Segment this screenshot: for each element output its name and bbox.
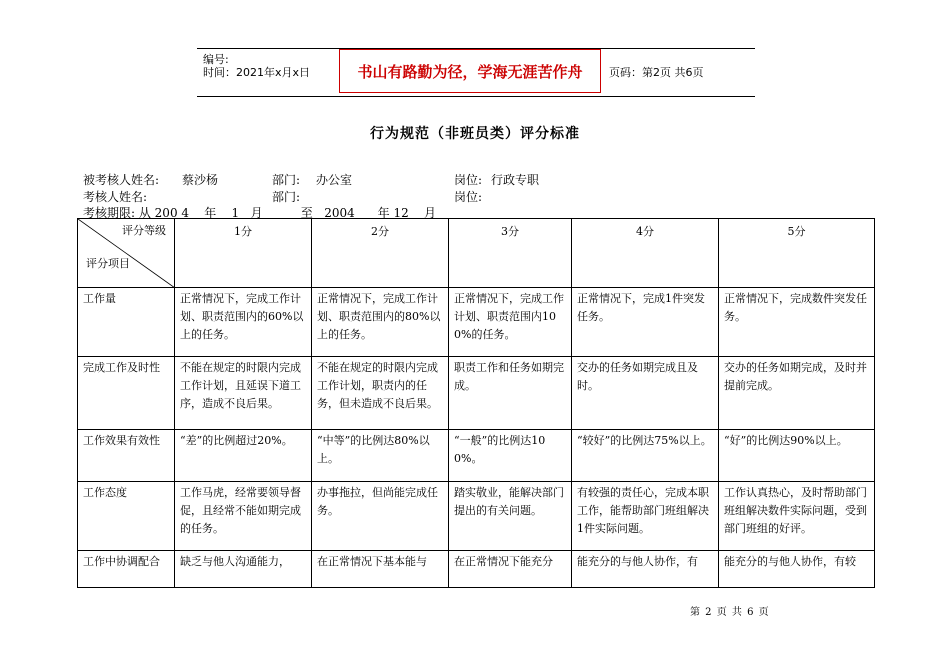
table-cell: 不能在规定的时限内完成工作计划，且延误下道工序，造成不良后果。 — [175, 357, 312, 430]
item-label: 完成工作及时性 — [78, 357, 175, 430]
table-cell: “较好”的比例达75%以上。 — [572, 430, 719, 482]
page-title: 行为规范（非班员类）评分标准 — [370, 126, 580, 142]
examiner-label: 考核人姓名: — [83, 190, 148, 204]
dept-label: 部门: — [272, 173, 301, 187]
table-cell: 工作认真热心，及时帮助部门班组解决数件实际问题，受到部门班组的好评。 — [719, 482, 875, 551]
table-cell: 有较强的责任心，完成本职工作，能帮助部门班组解决1件实际问题。 — [572, 482, 719, 551]
grade-4-header: 4分 — [572, 219, 719, 288]
table-row — [78, 288, 875, 357]
table-cell: “好”的比例达90%以上。 — [719, 430, 875, 482]
item-label: 工作效果有效性 — [78, 430, 175, 482]
dept-label-2: 部门: — [272, 190, 301, 204]
page-indicator: 页码：第2页 共6页 — [609, 66, 704, 79]
table-cell: 在正常情况下能充分 — [449, 551, 572, 588]
assessment-period: 考核期限: 从 200 4 年 1 月 至 2004 年 12 月 — [83, 206, 436, 220]
table-cell: “差”的比例超过20%。 — [175, 430, 312, 482]
post-label: 岗位: — [454, 173, 483, 187]
examinee-name: 蔡沙杨 — [182, 173, 219, 187]
table-cell: 交办的任务如期完成，及时并提前完成。 — [719, 357, 875, 430]
table-cell: 能充分的与他人协作，有 — [572, 551, 719, 588]
table-cell: “一般”的比例达100%。 — [449, 430, 572, 482]
table-cell: “中等”的比例达80%以上。 — [312, 430, 449, 482]
item-axis-label: 评分项目 — [86, 257, 130, 270]
table-cell: 正常情况下，完成工作计划、职责范围内的80%以上的任务。 — [312, 288, 449, 357]
table-cell: 职责工作和任务如期完成。 — [449, 357, 572, 430]
table-cell: 不能在规定的时限内完成工作计划，职责内的任务，但未造成不良后果。 — [312, 357, 449, 430]
item-label: 工作量 — [78, 288, 175, 357]
item-label: 工作态度 — [78, 482, 175, 551]
table-row — [78, 551, 875, 588]
time-label: 时间：2021年x月x日 — [203, 66, 311, 79]
table-cell: 在正常情况下基本能与 — [312, 551, 449, 588]
examinee-label: 被考核人姓名: — [83, 173, 160, 187]
grade-2-header: 2分 — [312, 219, 449, 288]
scoring-table — [77, 218, 875, 588]
post-label-2: 岗位: — [454, 190, 483, 204]
table-cell: 缺乏与他人沟通能力， — [175, 551, 312, 588]
table-cell: 踏实敬业，能解决部门提出的有关问题。 — [449, 482, 572, 551]
post-value: 行政专职 — [491, 173, 540, 187]
document-header — [197, 48, 755, 97]
number-label: 编号: — [203, 53, 229, 66]
table-cell: 正常情况下，完成1件突发任务。 — [572, 288, 719, 357]
item-label: 工作中协调配合 — [78, 551, 175, 588]
motto-text: 书山有路勤为径，学海无涯苦作舟 — [357, 63, 583, 81]
table-cell: 正常情况下，完成工作计划、职责范围内的60%以上的任务。 — [175, 288, 312, 357]
grade-3-header: 3分 — [449, 219, 572, 288]
table-cell: 正常情况下，完成数件突发任务。 — [719, 288, 875, 357]
table-cell: 能充分的与他人协作，有较 — [719, 551, 875, 588]
dept-value: 办公室 — [316, 173, 353, 187]
table-row — [78, 430, 875, 482]
corner-cell — [78, 219, 175, 288]
table-cell: 交办的任务如期完成且及时。 — [572, 357, 719, 430]
grade-axis-label: 评分等级 — [122, 224, 166, 237]
header-left-cell — [197, 49, 339, 96]
table-header-row — [78, 219, 875, 288]
table-cell: 办事拖拉，但尚能完成任务。 — [312, 482, 449, 551]
grade-1-header: 1分 — [175, 219, 312, 288]
table-row — [78, 357, 875, 430]
table-row — [78, 482, 875, 551]
table-cell: 工作马虎，经常要领导督促，且经常不能如期完成的任务。 — [175, 482, 312, 551]
grade-5-header: 5分 — [719, 219, 875, 288]
page-footer: 第 2 页 共 6 页 — [690, 607, 770, 618]
table-cell: 正常情况下，完成工作计划、职责范围内100%的任务。 — [449, 288, 572, 357]
